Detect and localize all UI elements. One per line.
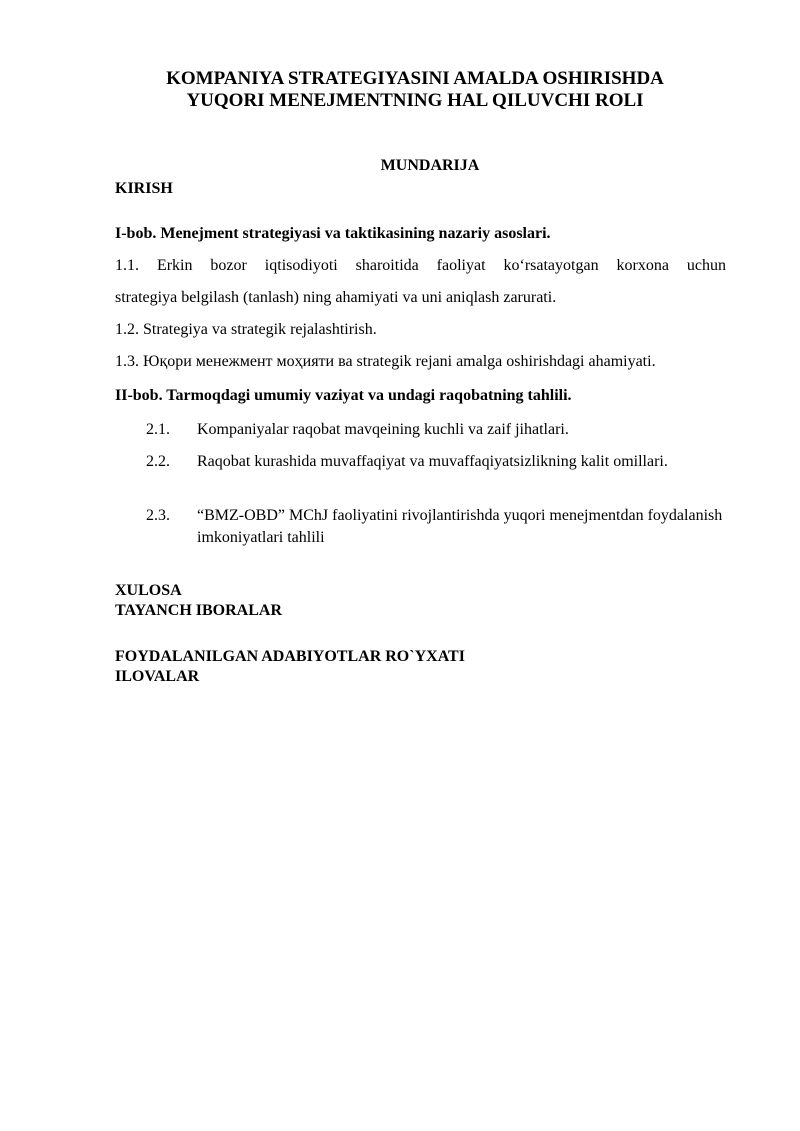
chapter2-item1-text: Kompaniyalar raqobat mavqeining kuchli va zaif jihatlari. — [197, 421, 569, 438]
keywords-heading: TAYANCH IBORALAR — [115, 602, 282, 619]
chapter1-item1-line2: strategiya belgilash (tanlash) ning ahamiyati va uni aniqlash zarurati. — [115, 289, 557, 306]
contents-heading: MUNDARIJA — [380, 157, 480, 174]
document-title-line-2: YUQORI MENEJMENTNING HAL QILUVCHI ROLI — [186, 90, 644, 111]
conclusion-heading: XULOSA — [115, 582, 182, 599]
appendices-heading: ILOVALAR — [115, 668, 200, 685]
chapter2-item2-text: Raqobat kurashida muvaffaqiyat va muvaffaqiyatsizlikning kalit omillari. — [197, 453, 668, 470]
chapter2-item3-number: 2.3. — [146, 507, 170, 524]
references-heading: FOYDALANILGAN ADABIYOTLAR RO`YXATI — [115, 648, 465, 665]
intro-heading: KIRISH — [115, 180, 173, 197]
chapter2-heading: II-bob. Tarmoqdagi umumiy vaziyat va undagi raqobatning tahlili. — [115, 387, 572, 404]
chapter2-item3-text: “BMZ-OBD” MChJ faoliyatini rivojlantirishda yuqori menejmentdan foydalanish imkoniyatlari tahlili — [197, 507, 723, 546]
chapter1-item2: 1.2. Strategiya va strategik rejalashtirish. — [115, 321, 377, 338]
chapter1-item1-line1: 1.1. Erkin bozor iqtisodiyoti sharoitida faoliyat koʻrsatayotgan korxona uchun — [115, 257, 726, 274]
chapter2-item1-number: 2.1. — [146, 421, 170, 438]
chapter1-item3: 1.3. Юқори менежмент моҳияти ва strategik rejani amalga oshirishdagi ahamiyati. — [115, 353, 656, 370]
chapter2-item2-number: 2.2. — [146, 453, 170, 470]
document-title-line-1: KOMPANIYA STRATEGIYASINI AMALDA OSHIRISHDA — [166, 68, 664, 89]
chapter1-heading: I-bob. Menejment strategiyasi va taktikasining nazariy asoslari. — [115, 225, 551, 242]
